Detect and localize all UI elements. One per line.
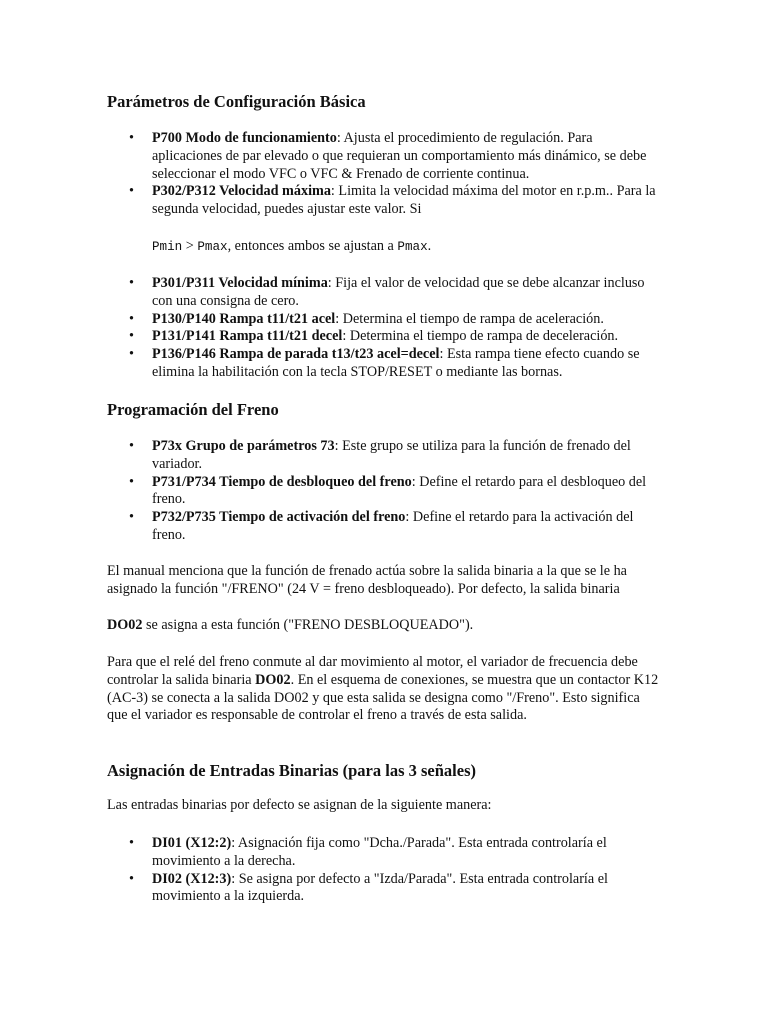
param-desc: : Determina el tiempo de rampa de deceleración.	[342, 328, 619, 345]
param-term: P302/P312 Velocidad máxima	[152, 183, 331, 200]
input-term: DI02 (X12:3)	[152, 870, 232, 887]
basic-params-list-2	[107, 275, 663, 382]
param-term: P700 Modo de funcionamiento	[152, 130, 337, 146]
input-desc: : Se asigna por defecto a "Izda/Parada". Esta entrada controlaría el movimiento a la izquierda.	[152, 870, 608, 905]
list-item	[107, 311, 663, 329]
inputs-intro: Las entradas binarias por defecto se asignan de la siguiente manera:	[107, 797, 492, 813]
list-item	[107, 130, 663, 183]
param-term: P131/P141 Rampa t11/t21 decel	[152, 328, 343, 345]
param-desc: : Fija el valor de velocidad que se debe alcanzar incluso con una consigna de cero.	[152, 275, 645, 309]
brake-paragraph-1: El manual menciona que la función de frenado actúa sobre la salida binaria a la que se le ha asignado la función "/FRENO" (24 V = freno desbloqueado). Por defecto, la salida binaria	[107, 563, 627, 597]
param-desc: : Define el retardo para la activación del freno.	[152, 509, 634, 543]
do02-label-2: DO02	[255, 671, 291, 688]
brake-params-list	[107, 438, 663, 545]
list-item	[107, 328, 663, 346]
brake-paragraph-3	[107, 654, 663, 725]
param-term: P732/P735 Tiempo de activación del freno	[152, 509, 406, 526]
param-desc: : Esta rampa tiene efecto cuando se elimina la habilitación con la tecla STOP/RESET o mediante las bornas.	[152, 346, 640, 380]
section-title-brake: Programación del Freno	[107, 400, 279, 419]
section-title-binary-inputs: Asignación de Entradas Binarias (para las 3 señales)	[107, 761, 476, 780]
param-desc: : Determina el tiempo de rampa de aceleración.	[335, 310, 604, 327]
code-pmin: Pmin	[152, 240, 183, 254]
formula-end: .	[427, 238, 432, 254]
input-desc: : Asignación fija como "Dcha./Parada". Esta entrada controlaría el movimiento a la derecha.	[152, 835, 607, 869]
param-term: P73x Grupo de parámetros 73	[152, 438, 335, 454]
param-desc: : Ajusta el procedimiento de regulación. Para aplicaciones de par elevado o que requieran un comportamiento más dinámico, se debe seleccionar el modo VFC o VFC & Frenado de corriente continua.	[152, 130, 647, 182]
brake-paragraph-3-a: Para que el relé del freno conmute al dar movimiento al motor, el variador de frecuencia debe controlar la salida binaria	[107, 654, 638, 688]
list-item	[107, 474, 663, 510]
formula-text: , entonces ambos se ajustan a	[227, 238, 398, 254]
param-term: P731/P734 Tiempo de desbloqueo del freno	[152, 473, 412, 490]
input-term: DI01 (X12:2)	[152, 835, 232, 851]
param-term: P130/P140 Rampa t11/t21 acel	[152, 310, 336, 327]
list-item	[107, 835, 663, 871]
list-item	[107, 509, 663, 545]
list-item	[107, 275, 663, 311]
section-title-basic-config: Parámetros de Configuración Básica	[107, 92, 366, 111]
list-item	[107, 346, 663, 382]
formula-op: >	[182, 238, 198, 254]
code-pmax: Pmax	[197, 240, 228, 254]
basic-params-list	[107, 130, 663, 219]
formula-line	[107, 238, 663, 257]
list-item	[107, 438, 663, 474]
param-term: P301/P311 Velocidad mínima	[152, 275, 328, 291]
binary-inputs-list	[107, 835, 663, 906]
code-pmax-2: Pmax	[397, 240, 428, 254]
param-desc: : Define el retardo para el desbloqueo del freno.	[152, 473, 647, 508]
param-desc: : Limita la velocidad máxima del motor en r.p.m.. Para la segunda velocidad, puedes ajustar este valor. Si	[152, 183, 656, 218]
param-term: P136/P146 Rampa de parada t13/t23 acel=decel	[152, 346, 440, 363]
do02-label: DO02	[107, 617, 143, 633]
param-desc: : Este grupo se utiliza para la función de frenado del variador.	[152, 438, 631, 472]
brake-paragraph-2-text: se asigna a esta función ("FRENO DESBLOQUEADO").	[142, 617, 474, 633]
list-item	[107, 183, 663, 219]
brake-paragraph-3-b: . En el esquema de conexiones, se muestra que un contactor K12 (AC-3) se conecta a la salida DO02 y que esta salida se designa como "/Freno". Esto significa que el variador es responsable de controlar el freno a través de esta salida.	[107, 671, 659, 724]
list-item	[107, 871, 663, 907]
brake-paragraph-2	[107, 617, 663, 635]
